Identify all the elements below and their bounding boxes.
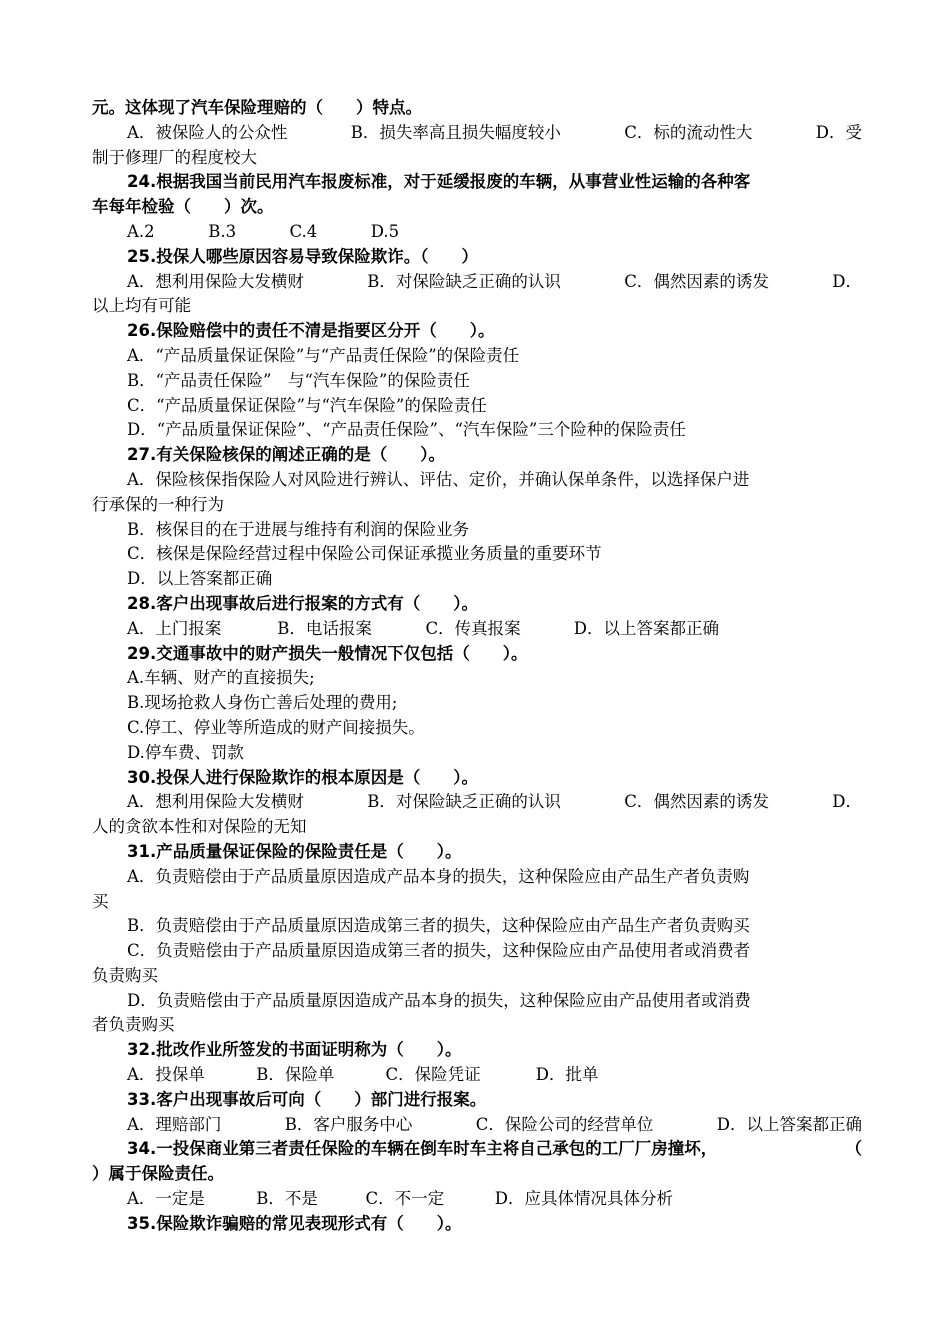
- option-a: A．想利用保险大发横财: [127, 792, 304, 812]
- document-page: [92, 96, 862, 1237]
- option-c: C．保险凭证: [385, 1065, 481, 1085]
- question-27-option-b: B．核保目的在于进展与维持有利润的保险业务: [127, 519, 470, 539]
- question-29-option-a: A.车辆、财产的直接损失;: [127, 668, 315, 688]
- question-24-wrap: 车每年检验（ ）次。: [92, 197, 274, 217]
- question-24: 24.根据我国当前民用汽车报废标准，对于延缓报废的车辆，从事营业性运输的各种客: [127, 172, 751, 192]
- question-33: 33.客户出现事故后可向（ ）部门进行报案。: [127, 1089, 487, 1109]
- question-27: 27.有关保险核保的阐述正确的是（ ）。: [127, 445, 445, 465]
- option-c: C．传真报案: [425, 618, 521, 638]
- option-d: D．受: [815, 122, 862, 142]
- question-31-option-d-wrap: 者负责购买: [92, 1015, 175, 1035]
- option-a: A．投保单: [127, 1065, 205, 1085]
- question-23-stem-tail: 元。这体现了汽车保险理赔的（ ）特点。: [92, 98, 422, 117]
- option-a: A．被保险人的公众性: [127, 122, 288, 142]
- question-34: [92, 1137, 862, 1162]
- question-24-options: [92, 220, 862, 245]
- question-23-option-wrap: 制于修理厂的程度校大: [92, 147, 257, 167]
- option-b: B．电话报案: [277, 618, 372, 638]
- question-31-option-d: D．负责赔偿由于产品质量原因造成产品本身的损失，这种保险应由产品使用者或消费: [127, 990, 751, 1010]
- question-32: 32.批改作业所签发的书面证明称为（ ）。: [127, 1040, 462, 1060]
- question-33-options: [92, 1113, 862, 1138]
- option-b: B．损失率高且损失幅度较小: [350, 122, 561, 142]
- option-a: A.2: [127, 221, 155, 241]
- question-35: 35.保险欺诈骗赔的常见表现形式有（ ）。: [127, 1213, 462, 1233]
- question-25: 25.投保人哪些原因容易导致保险欺诈。（ ）: [127, 246, 478, 266]
- question-31-option-a: A．负责赔偿由于产品质量原因造成产品本身的损失，这种保险应由产品生产者负责购: [127, 866, 750, 886]
- option-a: A．上门报案: [127, 618, 222, 638]
- question-31-option-b: B．负责赔偿由于产品质量原因造成第三者的损失，这种保险应由产品生产者负责购买: [127, 916, 750, 936]
- question-23-options: [92, 121, 862, 146]
- option-d: D．以上答案都正确: [573, 618, 719, 638]
- option-d: D．: [832, 271, 862, 291]
- option-b: B．对保险缺乏正确的认识: [367, 792, 561, 812]
- option-c: C．不一定: [365, 1189, 445, 1209]
- question-30-options: [92, 790, 862, 815]
- question-27-option-a-wrap: 行承保的一种行为: [92, 494, 224, 514]
- question-30: 30.投保人进行保险欺诈的根本原因是（ ）。: [127, 767, 478, 787]
- question-26-option-c: C．“产品质量保证保险”与“汽车保险”的保险责任: [127, 395, 487, 415]
- option-d: D.5: [370, 221, 400, 241]
- option-a: A．理赔部门: [127, 1114, 222, 1134]
- question-34-paren: （: [845, 1139, 862, 1159]
- option-d: D．批单: [535, 1065, 599, 1085]
- question-31-option-a-wrap: 买: [92, 891, 109, 911]
- question-27-option-d: D．以上答案都正确: [127, 569, 273, 589]
- option-a: A．一定是: [127, 1189, 205, 1209]
- question-30-option-wrap: 人的贪欲本性和对保险的无知: [92, 817, 307, 837]
- option-b: B．不是: [256, 1189, 318, 1209]
- question-25-option-wrap: 以上均有可能: [92, 296, 191, 316]
- question-28: 28.客户出现事故后进行报案的方式有（ ）。: [127, 593, 478, 613]
- question-34-wrap: ）属于保险责任。: [92, 1164, 224, 1184]
- question-29: 29.交通事故中的财产损失一般情况下仅包括（ ）。: [127, 643, 528, 663]
- question-27-option-c: C．核保是保险经营过程中保险公司保证承揽业务质量的重要环节: [127, 544, 602, 564]
- question-34-text: 34.一投保商业第三者责任保险的车辆在倒车时车主将自己承包的工厂厂房撞坏，: [127, 1139, 718, 1159]
- question-31-option-c: C．负责赔偿由于产品质量原因造成第三者的损失，这种保险应由产品使用者或消费者: [127, 941, 751, 961]
- question-29-option-b: B.现场抢救人身伤亡善后处理的费用;: [127, 693, 398, 713]
- question-26-option-a: A．“产品质量保证保险”与“产品责任保险”的保险责任: [127, 345, 520, 365]
- question-26: 26.保险赔偿中的责任不清是指要区分开（ ）。: [127, 321, 495, 341]
- question-34-options: [92, 1187, 862, 1212]
- option-c: C．保险公司的经营单位: [475, 1114, 654, 1134]
- option-c: C．标的流动性大: [624, 122, 753, 142]
- option-d: D．以上答案都正确: [716, 1114, 862, 1134]
- question-29-option-d: D.停车费、罚款: [127, 742, 244, 762]
- option-a: A．想利用保险大发横财: [127, 271, 304, 291]
- option-c: C.4: [289, 221, 318, 241]
- option-d: D．应具体情况具体分析: [494, 1189, 673, 1209]
- option-b: B．保险单: [256, 1065, 335, 1085]
- question-25-options: [92, 270, 862, 295]
- question-31: 31.产品质量保证保险的保险责任是（ ）。: [127, 841, 462, 861]
- option-d: D．: [832, 792, 862, 812]
- option-c: C．偶然因素的诱发: [624, 271, 769, 291]
- question-32-options: [92, 1063, 862, 1088]
- question-29-option-c: C.停工、停业等所造成的财产间接损失。: [127, 717, 425, 737]
- option-b: B．对保险缺乏正确的认识: [367, 271, 561, 291]
- question-28-options: [92, 617, 862, 642]
- option-b: B．客户服务中心: [284, 1114, 413, 1134]
- question-26-option-b: B．“产品责任保险” 与“汽车保险”的保险责任: [127, 370, 470, 390]
- question-31-option-c-wrap: 负责购买: [92, 965, 158, 985]
- option-b: B.3: [208, 221, 237, 241]
- question-27-option-a: A．保险核保指保险人对风险进行辨认、评估、定价，并确认保单条件，以选择保户进: [127, 469, 750, 489]
- question-26-option-d: D．“产品质量保证保险”、“产品责任保险”、“汽车保险”三个险种的保险责任: [127, 420, 686, 440]
- option-c: C．偶然因素的诱发: [624, 792, 769, 812]
